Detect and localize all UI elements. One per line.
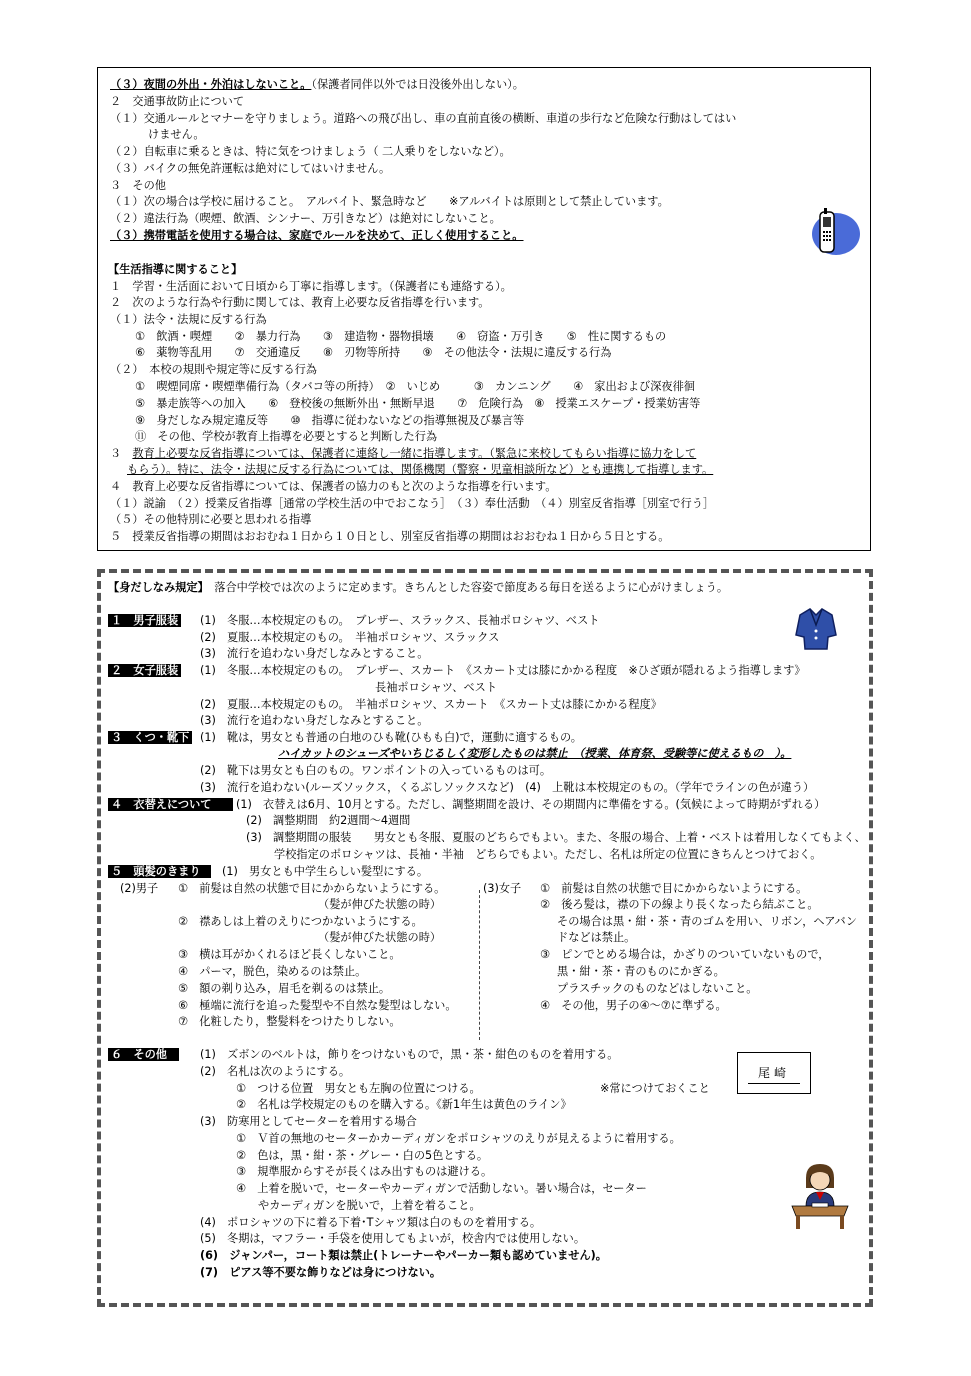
other-rule: (4) ポロシャツの下に着る下着･Tシャツ類は白のものを着用する。	[200, 1216, 542, 1229]
boys-hair-rule: ⑤ 額の剃り込み，眉毛を剃るのは禁止。	[178, 982, 391, 995]
dress-line: (1) 冬服…本校規定のもの。 ブレザー、スカート 《スカート丈は膝にかかる程度 ※ひざ頭が隠れるよう指導します》	[200, 664, 806, 677]
other-rule: ④ 上着を脱いで，セーターやカーディガンで活動しない。暑い場合は，セーター	[236, 1182, 647, 1195]
piercing-ban-rule: (7) ピアス等不要な飾りなどは身につけない。	[200, 1266, 442, 1279]
dress-line: (2) 調整期間 約2週間～4週間	[246, 814, 411, 827]
rule-line: ⑨ 身だしなみ規定違反等 ⑩ 指導に従わないなどの指導無視及び暴言等	[135, 414, 525, 427]
rule-line: ⑥ 薬物等乱用 ⑦ 交通違反 ⑧ 刃物等所持 ⑨ その他法令・法規に違反する行為	[135, 346, 612, 359]
dress-line: 長袖ポロシャツ、ベスト	[375, 681, 498, 694]
dress-h3-row	[108, 730, 192, 745]
name-tag-note: ※常につけておくこと	[600, 1082, 710, 1095]
rule-line: ① 飲酒・喫煙 ② 暴力行為 ③ 建造物・器物損壊 ④ 窃盗・万引き ⑤ 性に関するもの	[135, 330, 667, 343]
boys-hair-rule: ⑦ 化粧したり，整髪料をつけたりしない。	[178, 1015, 401, 1028]
rule-line: ２ 交通事故防止について	[110, 95, 245, 108]
girls-hair-rule: 黒・紺・茶・青のものにかぎる。	[557, 965, 725, 978]
dress-intro-line	[108, 580, 728, 595]
dress-line: (1) 靴は，男女とも普通の白地のひも靴(ひもも白)で，運動に適するもの。	[200, 731, 582, 744]
rule-line: （２）違法行為（喫煙、飲酒、シンナー、万引きなど）は絶対にしないこと。	[110, 212, 501, 225]
seasonal-change-heading: ４ 衣替えについて	[108, 798, 233, 811]
jacket-ban-rule: (6) ジャンパー，コート類は禁止(トレーナーやパーカー類も認めていません)。	[200, 1249, 607, 1262]
rule-line: ２ 次のような行為や行動に関しては、教育上必要な反省指導を行います。	[110, 296, 490, 309]
rule-line: （１）説諭 （２）授業反省指導［通常の学校生活の中でおこなう］ （３）奉仕活動 （４）別室反省指導［別室で行う］	[110, 497, 715, 510]
dress-h5-row	[108, 864, 211, 879]
dress-line: (2) 夏服…本校規定のもの。 半袖ポロシャツ、スカート 《スカート丈は膝にかかる程度》	[200, 698, 662, 711]
rule-line: （２） 本校の規則や規定等に反する行為	[110, 363, 317, 376]
dress-line: (2) 夏服…本校規定のもの。 半袖ポロシャツ、スラックス	[200, 631, 500, 644]
rule-line: ３ その他	[110, 179, 166, 192]
rule-line: （５）その他特別に必要と思われる指導	[110, 513, 312, 526]
other-rule: ③ 規準服からすそが長くはみ出すものは避ける。	[236, 1165, 493, 1178]
girls-hair-rule: ① 前髪は自然の状態で目にかからないようにする。	[540, 882, 808, 895]
boys-hair-label: (2)男子	[120, 882, 159, 895]
rule-underlined: 教育上必要な反省指導については、保護者に連絡し一緒に指導します。（緊急に来校してもらい指導に協力をして	[132, 447, 697, 460]
name-tag-text: 尾崎	[757, 1066, 790, 1080]
boys-hair-rule: ① 前髪は自然の状態で目にかからないようにする。	[178, 882, 446, 895]
dress-line: (3) 流行を追わない(ルーズソックス，くるぶしソックスなど) (4) 上靴は本校規定のもの。（学年でラインの色が違う）	[200, 781, 815, 794]
rule-line: ５ 授業反省指導の期間はおおむね１日から１０日とし、別室反省指導の期間はおおむね１日から５日とする。	[110, 530, 670, 543]
boys-uniform-heading: １ 男子服装	[108, 614, 181, 627]
girls-hair-label: (3)女子	[483, 882, 522, 895]
boys-hair-rule: ② 襟あしは上着のえりにつかないようにする。	[178, 915, 423, 928]
rule-line: ⑪ その他、学校が教育上指導を必要とすると判断した行為	[135, 430, 438, 443]
other-rule: ① Ｖ首の無地のセーターかカーディガンをポロシャツのえりが見えるように着用する。	[236, 1132, 681, 1145]
other-rule: (1) ズボンのベルトは，飾りをつけないもので，黒・茶・紺色のものを着用する。	[200, 1048, 619, 1061]
rule-line: ⑤ 暴走族等への加入 ⑥ 登校後の無断外出・無断早退 ⑦ 危険行為 ⑧ 授業エスケープ・授業妨害等	[135, 397, 701, 410]
other-rule: (3) 防寒用としてセーターを着用する場合	[200, 1115, 417, 1128]
uniform-icon	[792, 605, 838, 651]
boys-hair-rule: （髪が伸びた状態の時）	[318, 898, 442, 911]
dress-line: 学校指定のポロシャツは、長袖・半袖 どちらでもよい。ただし、名札は所定の位置にきちんとつけておく。	[274, 848, 822, 861]
girls-hair-rule: ② 後ろ髪は，襟の下の線より長くなったら結ぶこと。	[540, 898, 819, 911]
other-rules-heading: ６ その他	[108, 1048, 179, 1061]
hair-rules-heading: ５ 頭髪のきまり	[108, 865, 211, 878]
other-rule: ① つける位置 男女とも左胸の位置につける。	[236, 1082, 481, 1095]
name-tag-sample	[737, 1052, 811, 1094]
rule-line: （３）バイクの無免許運転は絶対にしてはいけません。	[110, 162, 391, 175]
girls-hair-rule: ドなどは禁止。	[557, 931, 636, 944]
hair-column-divider	[479, 890, 480, 1040]
dress-heading: 【身だしなみ規定】	[108, 581, 204, 594]
other-rule: やカーディガンを脱いで，上着を着ること。	[258, 1199, 481, 1212]
other-rule: ② 色は，黒・紺・茶・グレー・白の5色とする。	[236, 1149, 489, 1162]
rule-line: けません。	[148, 128, 205, 141]
shoes-socks-heading: ３ くつ・靴下	[108, 731, 192, 744]
dress-intro: 落合中学校では次のように定めます。きちんとした容姿で節度ある毎日を送るように心がけましょう。	[214, 581, 729, 594]
dress-line: (1) 冬服…本校規定のもの。 ブレザー、スラックス、長袖ポロシャツ、ベスト	[200, 614, 600, 627]
dress-h6-row	[108, 1047, 179, 1062]
dress-h1-row	[108, 613, 181, 628]
phone-icon	[806, 208, 860, 256]
girls-uniform-heading: ２ 女子服装	[108, 664, 181, 677]
rule-line: （１）交通ルールとマナーを守りましょう。道路への飛び出し、車の直前直後の横断、車道の歩行など危険な行動はしてはい	[110, 112, 737, 125]
dress-h2-row	[108, 663, 181, 678]
dress-line: (1) 衣替えは6月、10月とする。ただし、調整期間を設け、その期間内に準備をする。(気候によって時期がずれる）	[236, 798, 826, 811]
student-at-desk-icon	[788, 1160, 852, 1230]
rule-line: ３ 教育上必要な反省指導については、保護者に連絡し一緒に指導します。（緊急に来校してもらい指導に協力をして	[110, 447, 697, 460]
other-rule: (2) 名札は次のようにする。	[200, 1065, 351, 1078]
dress-line: (1) 男女とも中学生らしい髪型にする。	[222, 865, 429, 878]
girls-hair-rule: その場合は黒・紺・茶・青のゴムを用い、リボン，ヘアバン	[557, 915, 857, 928]
other-rule: ② 名札は学校規定のものを購入する。《新1年生は黄色のライン》	[236, 1098, 572, 1111]
rule-line: もらう）。特に、法令・法規に反する行為については、関係機関（警察・児童相談所など）とも連携して指導します。	[127, 463, 714, 476]
boys-hair-rule: ④ パーマ，脱色，染めるのは禁止。	[178, 965, 367, 978]
rule-line-bold: （３）夜間の外出・外泊はしないこと。	[110, 78, 312, 91]
boys-hair-rule: （髪が伸びた状態の時）	[318, 931, 442, 944]
dress-h4-row	[108, 797, 233, 812]
boys-hair-rule: ⑥ 極端に流行を追った髪型や不自然な髪型はしない。	[178, 999, 457, 1012]
dress-line: (2) 靴下は男女とも白のもの。ワンポイントの入っているものは可。	[200, 764, 552, 777]
girls-hair-rule: プラスチックのものなどはしないこと。	[557, 982, 758, 995]
rule-line: ① 喫煙同席・喫煙準備行為（タバコ等の所持） ② いじめ ③ カンニング ④ 家出および深夜徘徊	[135, 380, 695, 393]
girls-hair-rule: ③ ピンでとめる場合は，かざりのついていないもので，	[540, 948, 830, 961]
girls-hair-rule: ④ その他，男子の④～⑦に準ずる。	[540, 999, 727, 1012]
rule-line: （１）次の場合は学校に届けること。 アルバイト、緊急時など ※アルバイトは原則として禁止しています。	[110, 195, 669, 208]
rule-line: （２）自転車に乗るときは、特に気をつけましょう（ 二人乗りをしないなど）。	[110, 145, 511, 158]
rule-line: １ 学習・生活面において日頃から丁寧に指導します。（保護者にも連絡する）。	[110, 280, 512, 293]
dress-line: (3) 流行を追わない身だしなみとすること。	[200, 714, 429, 727]
section-heading: 【生活指導に関すること】	[108, 263, 243, 276]
rule-line: （１）法令・法規に反する行為	[110, 313, 267, 326]
rule-line: ４ 教育上必要な反省指導については、保護者の協力のもと次のような指導を行います。	[110, 480, 557, 493]
rule-line: （３）夜間の外出・外泊はしないこと。（保護者同伴以外では日没後外出しない）。	[110, 78, 524, 91]
other-rule: (5) 冬期は，マフラー・手袋を使用してもよいが，校舎内では使用しない。	[200, 1232, 586, 1245]
hightop-ban-line: ハイカットのシューズやいちじるしく変形したものは禁止 （授業、体育祭、受験等に使えるもの ）。	[278, 747, 792, 760]
phone-rule-line: （３）携帯電話を使用する場合は、家庭でルールを決めて、正しく使用すること。	[110, 229, 524, 242]
dress-line: (3) 調整期間の服装 男女とも冬服、夏服のどちらでもよい。また、冬服の場合、上着・ベストは着用しなくてもよく、	[246, 831, 866, 844]
dress-line: (3) 流行を追わない身だしなみとすること。	[200, 647, 429, 660]
name-tag-line	[748, 1083, 800, 1084]
boys-hair-rule: ③ 横は耳がかくれるほど長くしないこと。	[178, 948, 401, 961]
